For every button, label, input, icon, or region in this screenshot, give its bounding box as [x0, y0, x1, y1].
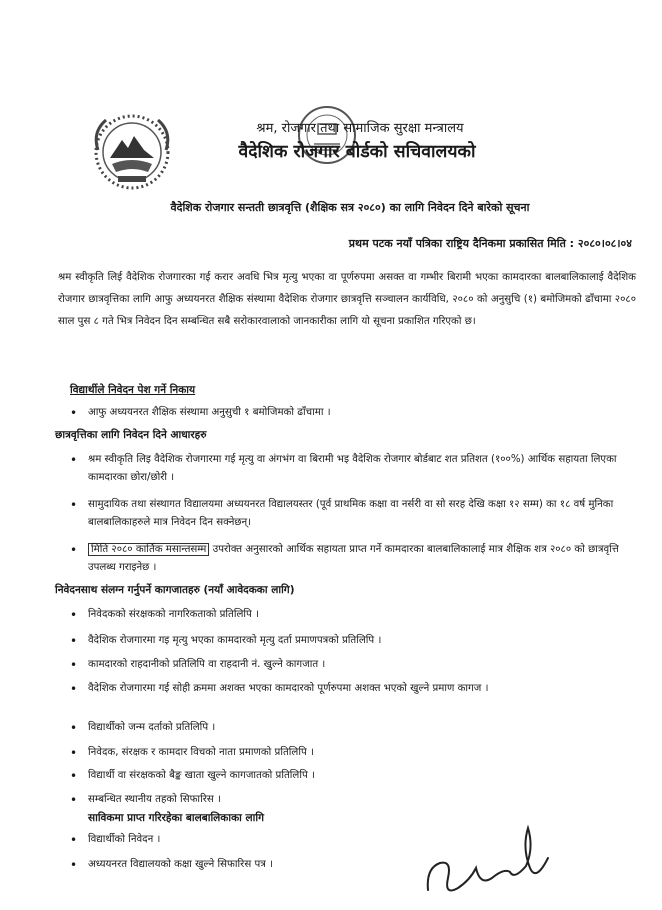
bullet-icon: • — [70, 634, 78, 648]
list-item: • वैदेशिक रोजगारमा गइ मृत्यु भएका कामदारको मृत्यु दर्ता प्रमाणपत्रको प्रतिलिपि । — [70, 634, 382, 648]
section-submission-heading: विद्यार्थीले निवेदन पेश गर्ने निकाय — [70, 384, 196, 396]
section-existing-heading: साविकमा प्राप्त गरिरहेका बालबालिकाका लागि — [88, 812, 264, 824]
section-documents-heading: निवेदनसाथ संलग्न गर्नुपर्ने कागजातहरु (नयाँ आवेदकका लागि) — [55, 584, 295, 596]
bullet-icon: • — [70, 543, 78, 557]
notice-title: वैदेशिक रोजगार सन्तती छात्रवृत्ति (शैक्षिक सत्र २०८०) का लागि निवेदन दिने बारेको सूचना — [170, 201, 530, 214]
notice-paragraph: श्रम स्वीकृति लिई वैदेशिक रोजगारका गई करार अवधि भित्र मृत्यु भएका वा पूर्णरुपमा असक्त वा गम्भीर बिरामी भएका कामदारका बालबालिकालाई वैदेशिक रोजगार छात्रवृत्तिका लागि आफु अध्ययनरत शैक्षिक संस्थामा वैदेशिक रोजगार छात्रवृत्ति सञ्चालन कार्यविधि, २०८० को अनुसुचि (१) बमोजिमको ढाँचामा २०८० साल पुस ८ गते भित्र निवेदन दिन सम्बन्धित सबै सरोकारवालाको जानकारीका लागि यो सूचना प्रकाशित गरिएको छ। — [58, 272, 636, 327]
bullet-icon: • — [70, 858, 78, 872]
publication-date: प्रथम पटक नयाँ पत्रिका राष्ट्रिय दैनिकमा प्रकासित मिति : २०८०।०८।०४ — [348, 237, 632, 250]
bullet-icon: • — [70, 769, 78, 783]
list-item: • वैदेशिक रोजगारमा गई सोही क्रममा अशक्त भएका कामदारको पूर्णरुपमा अशक्त भएको खुल्ने प्रमाण कागज । — [70, 682, 489, 696]
list-item: • श्रम स्वीकृति लिइ वैदेशिक रोजगारमा गई मृत्यु वा अंगभंग वा बिरामी भइ वैदेशिक रोजगार बोर्डबाट शत प्रतिशत (१००%) आर्थिक सहायता लिएका कामदारका छोरा/छोरी । — [70, 451, 636, 487]
section-criteria-heading: छात्रवृत्तिका लागि निवेदन दिने आधारहरु — [55, 429, 207, 441]
bullet-icon: • — [70, 608, 78, 622]
list-item: • मिति २०८० कार्तिक मसान्तसम्म उपरोक्त अनुसारको आर्थिक सहायता प्राप्त गर्ने कामदारका बालबालिकालाई मात्र शैक्षिक शत्र २०८० को छात्रवृत्ति उपलब्ध गराइनेछ । — [70, 541, 636, 577]
ministry-name: श्रम, रोजगार तथा सामाजिक सुरक्षा मन्त्रालय — [256, 121, 464, 136]
list-item: • निवेदक, संरक्षक र कामदार विचको नाता प्रमाणको प्रतिलिपि । — [70, 746, 314, 760]
bullet-icon: • — [70, 721, 78, 735]
bullet-icon: • — [70, 682, 78, 696]
list-item: • निवेदकको संरक्षकको नागरिकताको प्रतिलिपि । — [70, 608, 259, 622]
signature-icon — [418, 808, 568, 903]
bullet-icon: • — [70, 453, 78, 467]
bullet-icon: • — [70, 498, 78, 512]
bullet-icon: • — [70, 658, 78, 672]
list-item: • आफु अध्ययनरत शैक्षिक संस्थामा अनुसुची १ बमोजिमको ढाँचामा । — [70, 406, 331, 420]
bullet-icon: • — [70, 833, 78, 847]
list-item: • विद्यार्थीको निवेदन । — [70, 833, 161, 847]
office-name: वैदेशिक रोजगार बोर्डको सचिवालयको — [238, 142, 476, 162]
list-item: • अध्ययनरत विद्यालयको कक्षा खुल्ने सिफारिस पत्र । — [70, 858, 273, 872]
bullet-icon: • — [70, 406, 78, 420]
list-item: • विद्यार्थी वा संरक्षकको बैङ्क खाता खुल्ने कागजातको प्रतिलिपि । — [70, 769, 315, 783]
list-item: • सम्बन्धित स्थानीय तहको सिफारिस । — [70, 793, 221, 807]
deadline-highlight: मिति २०८० कार्तिक मसान्तसम्म — [88, 543, 209, 556]
nepal-government-emblem-icon — [88, 110, 176, 192]
bullet-icon: • — [70, 746, 78, 760]
list-item: • सामुदायिक तथा संस्थागत विद्यालयमा अध्ययनरत विद्यालयस्तर (पूर्व प्राथमिक कक्षा वा नर्सरी वा सो सरह देखि कक्षा १२ सम्म) का १८ वर्ष मुनिका बालबालिकाहरुले मात्र निवेदन दिन सक्नेछन्। — [70, 496, 636, 532]
list-item: • कामदारको राहदानीको प्रतिलिपि वा राहदानी नं. खुल्ने कागजात । — [70, 658, 326, 672]
bullet-icon: • — [70, 793, 78, 807]
list-item: • विद्यार्थीको जन्म दर्ताको प्रतिलिपि । — [70, 721, 216, 735]
